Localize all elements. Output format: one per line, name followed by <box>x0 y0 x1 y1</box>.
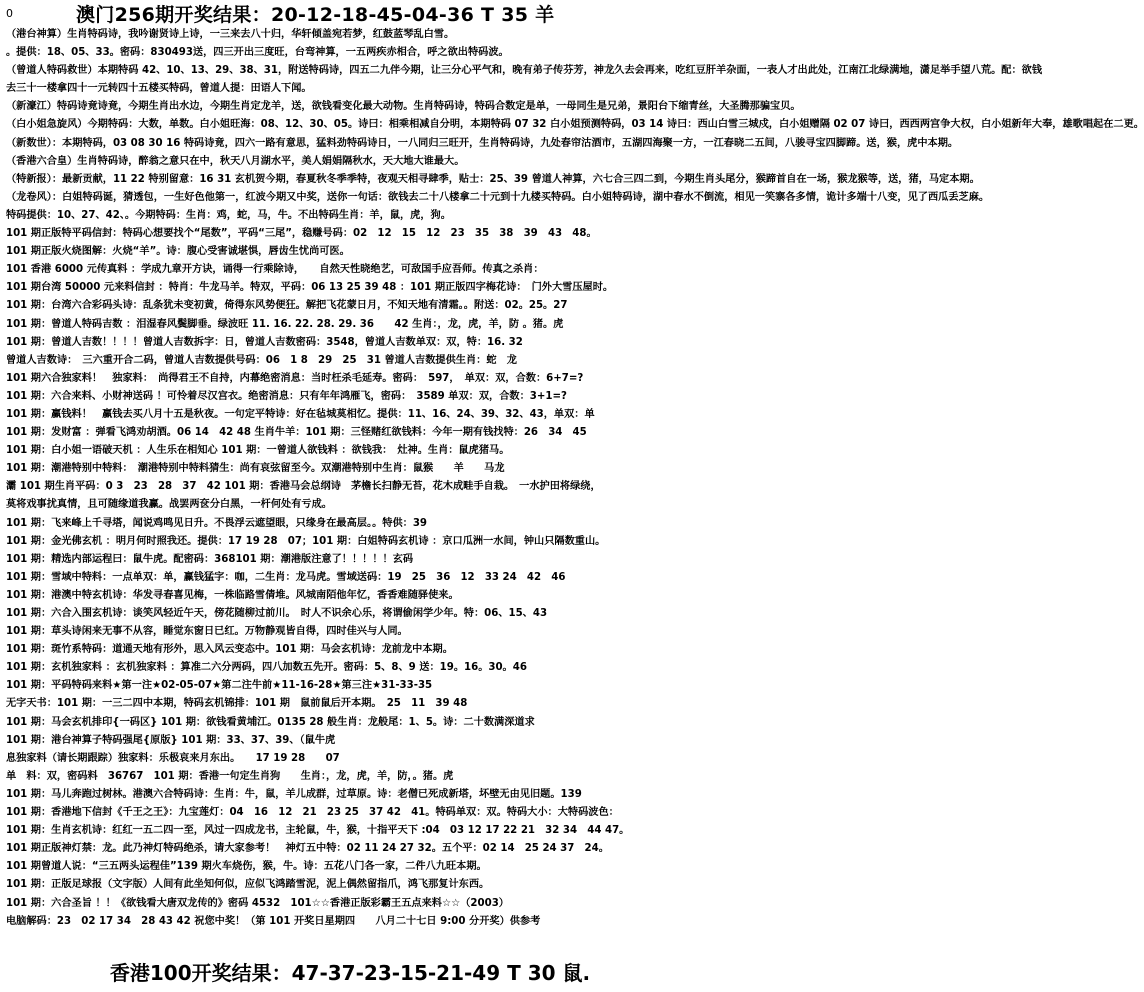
text-line: 101 期：赢钱料！ 赢钱去买八月十五是秋夜。一句定平特诗：好在毡城莫相忆。提供：11、16、24、39、32、43，单双：单 <box>6 408 595 420</box>
text-line: 101 期：潮港特别中特料： 潮港特别中特料猜生：尚有哀弦留至今。双潮港特别中生肖：鼠猴 羊 马龙 <box>6 463 505 475</box>
text-line: （香港六合皇）生肖特码诗，醉翁之意只在中，秋天八月湖水平，美人娟娟隔秋水，天大地大谁最大。 <box>6 155 465 167</box>
text-line: 101 期：六合来料、小财神送码 ！可怜着尽汉宫衣。绝密消息：只有年年鸿雁飞，密码： 3589 单双：双，合数：3+1=? <box>6 390 567 402</box>
text-line: 101 期：马儿奔跑过树林。港澳六合特码诗：生肖：牛，鼠，羊儿成群，过草原。诗：老僧已死成新塔，坏壁无由见旧题。139 <box>6 788 582 800</box>
prediction-text-body <box>0 26 1144 931</box>
text-line: 101 期正版特平码信封：特码心想要找个“尾数”，平码“三尾”，稳赚号码：02 12 15 12 23 35 38 39 43 48。 <box>6 228 597 240</box>
footer <box>0 957 700 986</box>
text-line: 101 期六合独家料！ 独家料： 尚得君王不自持，内幕绝密消息：当时枉杀毛延寿。密码： 597， 单双：双，合数：6+7=? <box>6 372 584 384</box>
text-line: 单 料：双，密码料 36767 101 期：香港一句定生肖狗 生肖：，龙，虎，羊，防，。猪。虎 <box>6 770 454 782</box>
text-line: 101 期：平码特码来料★第一注★02-05-07★第二注牛前★11-16-28★第三注★31-33-35 <box>6 680 433 692</box>
text-line: 101 期：草头诗闲来无事不从容，睡觉东窗日已红。万物静观皆自得，四时佳兴与人同。 <box>6 626 408 638</box>
text-line: （新濠江）特码诗竟诗竟，今期生肖出水边，今期生肖定龙羊，送，欲钱看变化最大动物。生肖特码诗，特码合数定是单，一母同生是兄弟，景阳台下缩青丝，大圣腾那骗宝贝。 <box>6 101 801 113</box>
text-line: 101 期：精选内部运程曰：鼠牛虎。配密码：368101 期：潮港版注意了！！！！！玄码 <box>6 553 414 565</box>
text-line: 101 期：金光佛玄机 ：明月何时照我还。提供：17 19 28 07；101 期：白姐特码玄机诗 ：京口瓜洲一水间，钟山只隔数重山。 <box>6 535 606 547</box>
text-line: 101 期：港澳中特玄机诗：华发寻春喜见梅，一株临路雪倩堆。风城南陌他年忆，香香难随驿使来。 <box>6 589 459 601</box>
text-line: 101 期：六合入围玄机诗：谈笑风轻近午天，傍花随柳过前川。 时人不识余心乐，将谓偷闲学少年。特：06、15、43 <box>6 608 548 619</box>
text-line: （曾道人特码救世）本期特码 42、10、13、29、38、31，附送特码诗，四五二九伴今期，让三分心平气和，晚有弟子传芬芳，神龙久去会再来，吃红豆肝羊杂面，一表人才出此处，江南江北绿满地，潇足举手望八荒。配：欲钱 <box>6 65 1043 77</box>
text-line: 101 期正版神灯禁：龙。此乃神灯特码绝杀，请大家参考！ 神灯五中特：02 11 24 27 32。五个平：02 14 25 24 37 24。 <box>6 843 609 855</box>
text-line: 101 期：玄机独家料 ：玄机独家料 ：算准二六分两码，四八加数五先开。密码：5、8、9 送：19。16。30。46 <box>6 662 527 674</box>
text-line: 无字天书：101 期：一三二四中本期，特码玄机锦排：101 期 鼠前鼠后开本期。 25 11 39 48 <box>6 698 468 710</box>
text-line: 101 期：曾道人特码吉数 ：泪湿春风鬓脚垂。绿波旺 11. 16. 22. 28. 29. 36 42 生肖：，龙，虎，羊，防 。猪。虎 <box>6 318 564 330</box>
text-line: 特码提供：10、27、42、。今期特码：生肖：鸡，蛇，马，牛。不出特码生肖：羊，鼠，虎，狗。 <box>6 209 451 221</box>
text-line: 101 期：白小姐一语破天机 ：人生乐在相知心 101 期：一曾道人欲钱料 ：欲钱我： 灶神。生肖：鼠虎猪马。 <box>6 445 510 457</box>
text-line: 101 期：斑竹系特码：道通天地有形外，思入风云变态中。101 期：马会玄机诗：龙前龙中本期。 <box>6 644 453 656</box>
text-line: 电脑解码：23 02 17 34 28 43 42 祝您中奖！（第 101 开奖日星期四 八月二十七日 9:00 分开奖）供参考 <box>6 915 541 927</box>
text-line: 101 期：马会玄机排印{一码区} 101 期：欲钱看黄埔江。0135 28 般生肖：龙般尾：1、5。诗：二十数满深道求 <box>6 716 535 728</box>
text-line: 灞 101 期生肖平码：0 3 23 28 37 42 101 期：香港马会总纲诗 茅檐长扫静无苔，花木成畦手自栽。 一水护田将绿绕， <box>6 481 601 493</box>
text-line: （港台神算）生肖特码诗，我吟谢贤诗上诗，一三来去八十归，华轩倾盖宛若梦，红鼓蓝琴乱白雪。 <box>6 29 455 40</box>
text-line: （特新报）：最新贡献，11 22 特别留意：16 31 玄机贺今期，春夏秋冬季季特，夜观天相寻肆季，贴士：25、39 曾道人神算，六七合三四二到，今期生肖头尾分，猴蹄首自在一场，猴龙猴等，送，猪，马定本期。 <box>6 173 980 185</box>
text-line: 101 期：飞来峰上千寻塔，闻说鸡鸣见日升。不畏浮云遮望眼，只缘身在最高层。。特供：39 <box>6 517 428 529</box>
text-line: 曾道人吉数诗： 三六重开合二码，曾道人吉数提供号码：06 1 8 29 25 31 曾道人吉数提供生肖：蛇 龙 <box>6 354 517 366</box>
text-line: 101 期曾道人说：“三五两头运程佳”139 期火车烧伤，猴，牛。诗：五花八门各一家，二件八九旺本期。 <box>6 861 487 873</box>
text-line: 101 期正版火烧图解：火烧“羊”。诗：腹心受害诚堪惧，唇齿生忧尚可医。 <box>6 246 350 258</box>
text-line: 息独家料（请长期跟踪）独家料：乐极哀来月东出。 17 19 28 07 <box>6 752 340 764</box>
text-line: 101 期：生肖玄机诗：红红一五二四一至，风过一四成龙书，主轮鼠，牛，猴，十指平天下 :04 03 12 17 22 21 32 34 44 47。 <box>6 825 630 837</box>
text-line: 101 香港 6000 元传真料 ：学成九章开方诀，诵得一行乘除诗， 自然天性晓绝艺，可敌国手应吾师。传真之杀肖： <box>6 264 544 276</box>
text-line: 。提供：18、05、33。密码：830493送，四三开出三度旺，台弯神算，一五两疾赤相合，呼之欲出特码波。 <box>6 47 509 59</box>
text-line: 去三十一楼拿四十一元转四十五楼买特码，曾道人提：田语人下闻。 <box>6 83 312 95</box>
text-line: 101 期：台湾六合彩码头诗：乱条犹未变初黄，倚得东风势便狂。解把飞花蒙日月，不知天地有清霜。。附送：02。25。27 <box>6 300 568 312</box>
text-line: （新数世）：本期特码，03 08 30 16 特码诗竟，四六一路有意思，猛料劲特码诗日，一八同归三旺开，生肖特码诗，九处春帘沽酒市，五湖四海聚一方，一江春晓二五间，八骏寻宝四脚蹄。送，猴，虎中本期。 <box>6 137 959 149</box>
text-line: 101 期：港台神算子特码强尾{原版} 101 期：33、37、39、（鼠牛虎 <box>6 734 336 746</box>
text-line: 101 期：六合圣旨 ！！《欲钱看大唐双龙传的》密码 4532 101☆☆香港正版彩霸王五点来料☆☆（2003） <box>6 897 509 909</box>
text-line: （龙卷风）：白姐特码诞，猜透包，一生好色他第一，红波今期又中奖，送你一句话：欲钱去二十八楼拿二十元到十九楼买特码。白小姐特码诗，湖中春水不倒流，相见一笑寨各多情，诡计多端十八变，见了西瓜丢芝麻。 <box>6 191 990 203</box>
text-line: 101 期：香港地下信封《千王之王》：九宝莲灯：04 16 12 21 23 25 37 42 41。特码单双：双。特码大小：大特码波色： <box>6 807 619 819</box>
text-line: （白小姐急旋风）今期特码：大数，单数。白小姐旺海：08、12、30、05。诗曰：相乘相减自分明，本期特码 07 32 白小姐预测特码，03 14 诗曰：西山白雪三城戍，白小姐赠隔 02 07 诗曰，西西两宫争大权，白小姐新年大奉，雄歌唱起在二更。 <box>6 119 1144 131</box>
text-line: 101 期：雪域中特料：一点单双：单，赢钱猛字：咖，二生肖：龙马虎。雪域送码：19 25 36 12 33 24 42 46 <box>6 571 566 583</box>
text-line: 101 期：正版足球报（文字版）人间有此坐知何似，应似飞鸿踏雪泥，泥上偶然留指爪，鸿飞那复计东西。 <box>6 879 490 891</box>
text-line: 101 期台湾 50000 元来料信封 ：特肖：牛龙马羊。特双，平码：06 13 25 39 48 ：101 期正版四字梅花诗： 门外大雪压屋时。 <box>6 282 614 294</box>
page-number: 0 <box>6 6 13 20</box>
text-line: 莫将戏事扰真情，且可随缘道我赢。战罢两奁分白黑，一杆何处有亏成。 <box>6 499 332 511</box>
text-line: 101 期：发财富 ：弹看飞鸿劝胡酒。06 14 42 48 生肖牛羊：101 期：三怪赌红欲钱料：今年一期有钱找特：26 34 45 <box>6 427 587 439</box>
macau-draw-result-title: 澳门256期开奖结果：20-12-18-45-04-36 T 35 羊 <box>76 3 555 26</box>
text-line: 101 期：曾道人吉数！！！！曾道人吉数拆字：日，曾道人吉数密码：3548，曾道人吉数单双：双，特：16. 32 <box>6 336 523 348</box>
hongkong-draw-result-title: 香港100开奖结果：47-37-23-15-21-49 T 30 鼠. <box>109 961 591 985</box>
header <box>0 0 700 26</box>
